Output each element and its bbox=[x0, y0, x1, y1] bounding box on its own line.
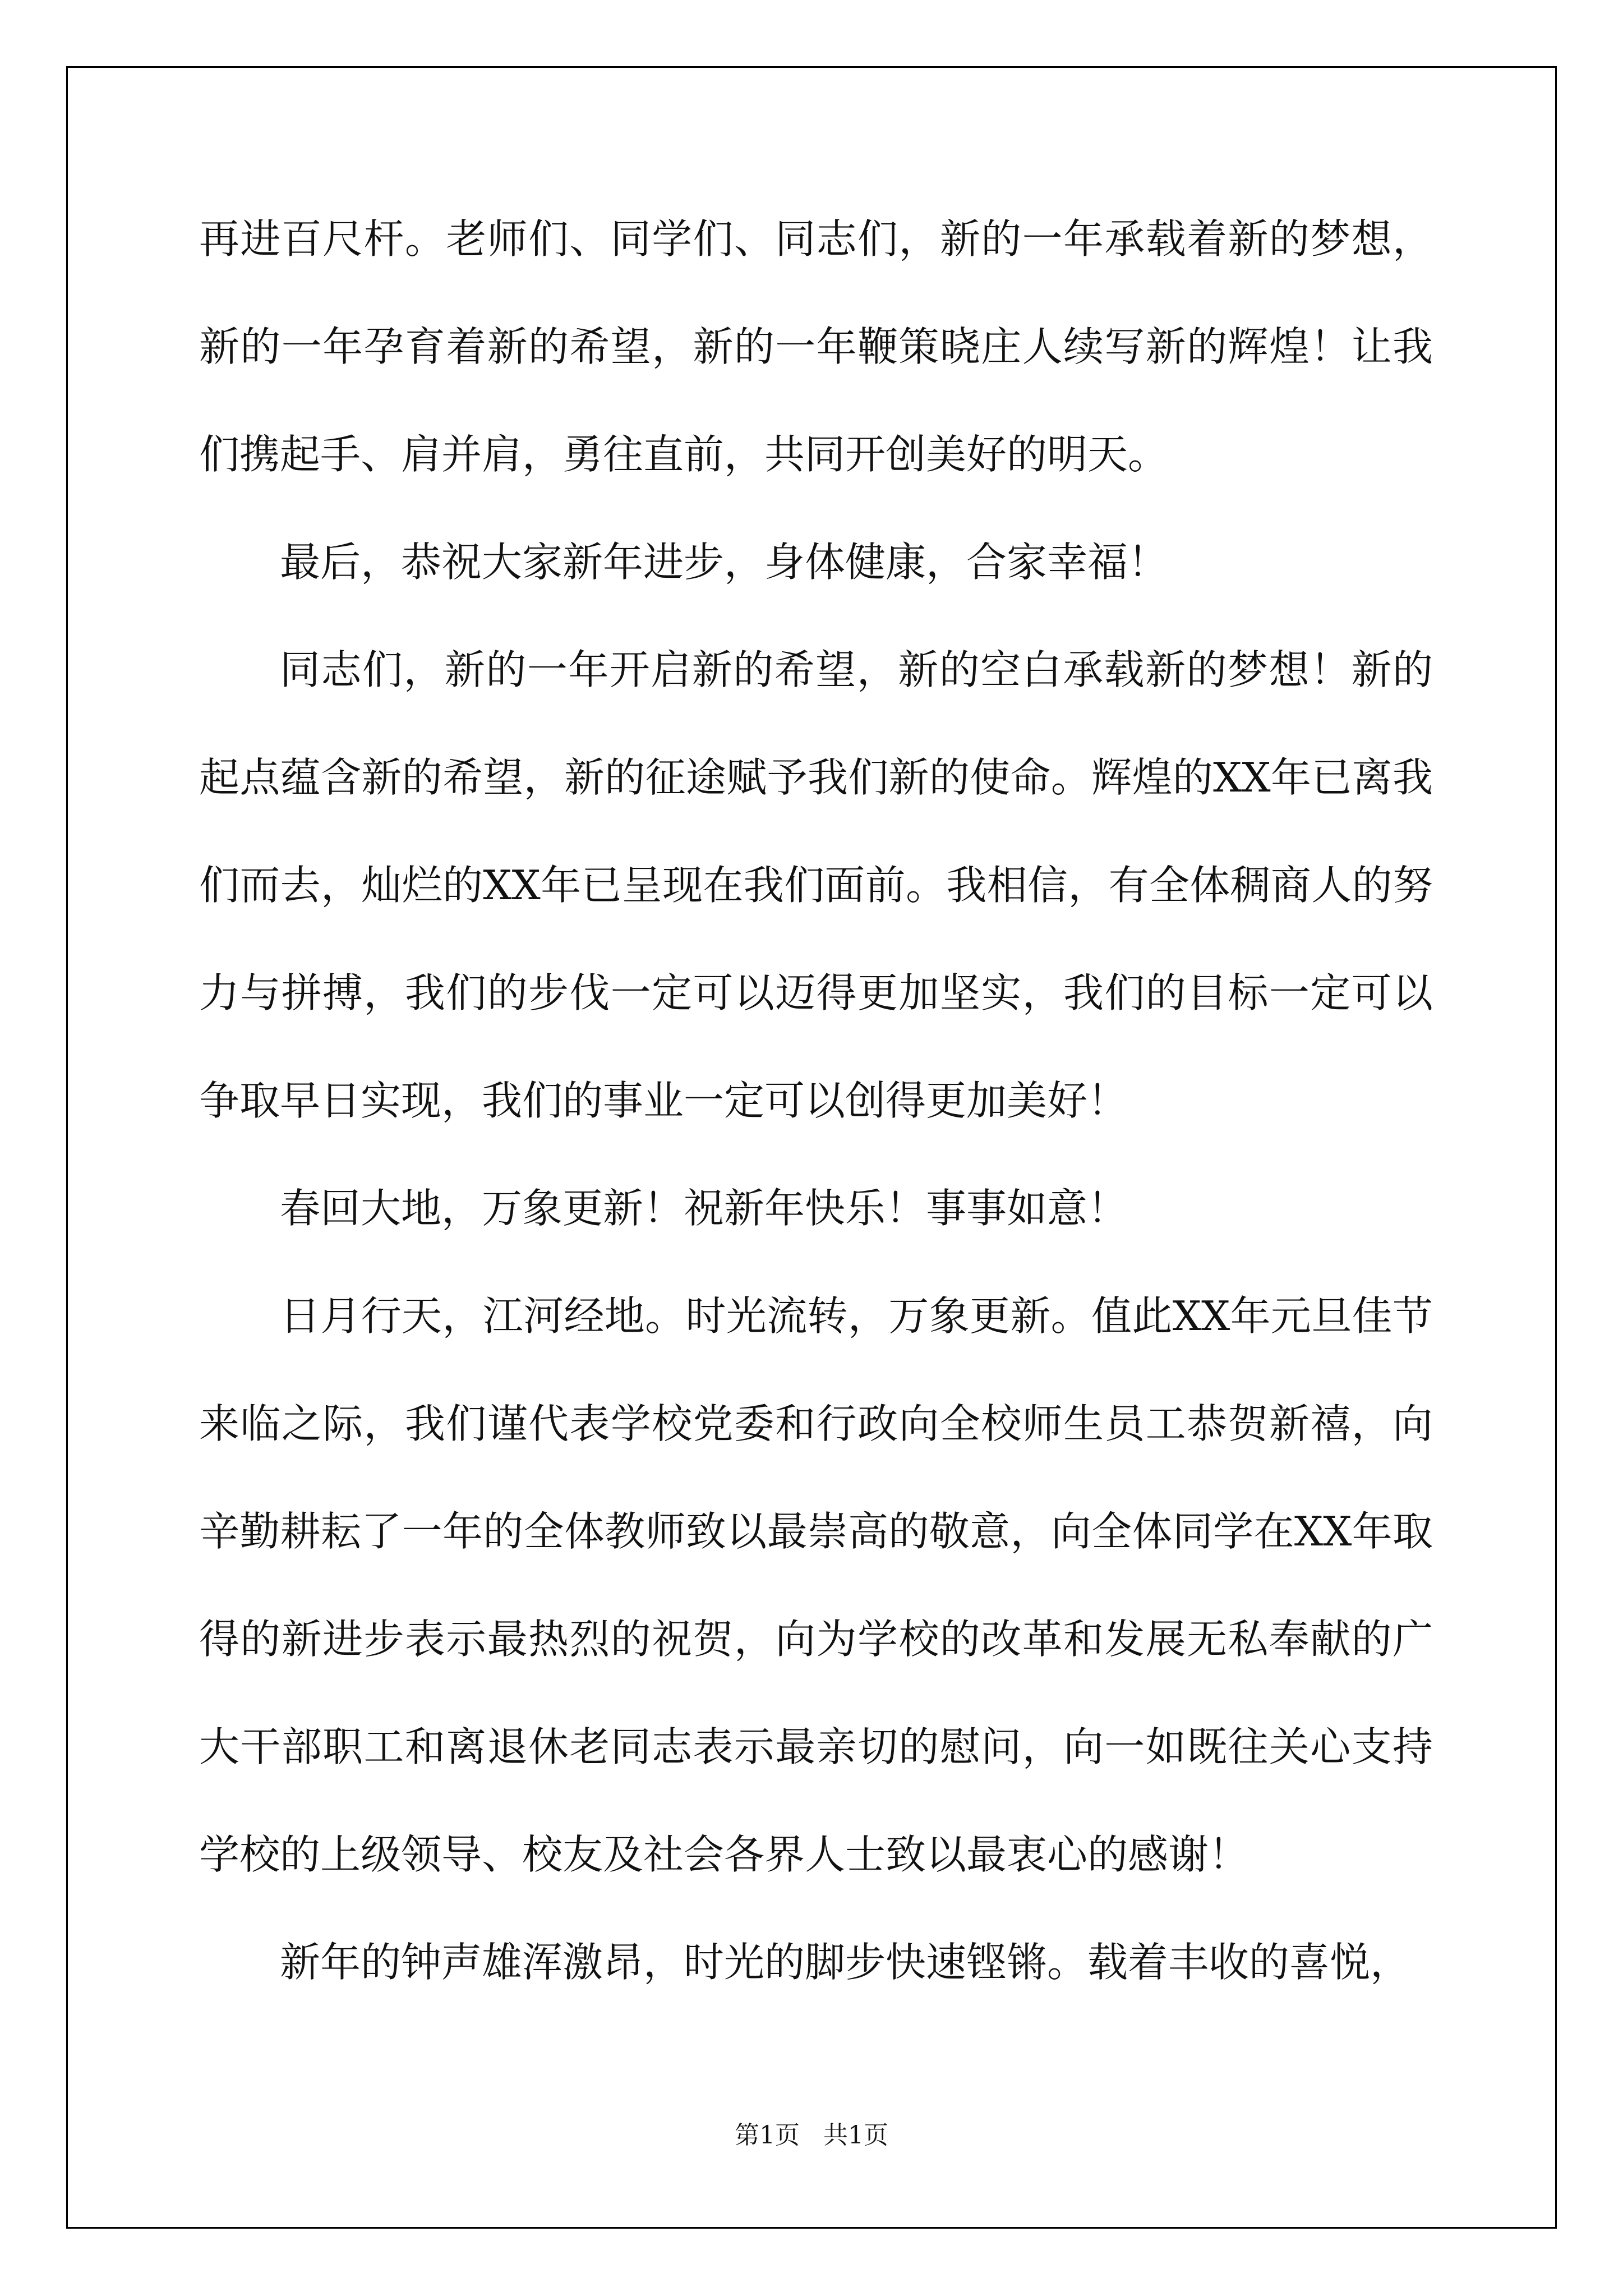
page-footer bbox=[0, 2115, 1623, 2151]
page-number-total: 共1页 bbox=[823, 2121, 888, 2150]
paragraph-2: 最后，恭祝大家新年进步，身体健康，合家幸福！ bbox=[280, 539, 1169, 586]
paragraph-3: 同志们，新的一年开启新的希望，新的空白承载新的梦想！新的起点蕴含新的希望，新的征途赋予我们新的使命。辉煌的XX年已离我们而去，灿烂的XX年已呈现在我们面前。我相信，有全体稠商人的努力与拼搏，我们的步伐一定可以迈得更加坚实，我们的目标一定可以争取早日实现，我们的事业一定可以创得更加美好！ bbox=[199, 646, 1433, 1124]
page-number-current: 第1页 bbox=[735, 2121, 800, 2150]
paragraph-6: 新年的钟声雄浑激昂，时光的脚步快速铿锵。载着丰收的喜悦， bbox=[280, 1939, 1411, 1986]
paragraph-1: 再进百尺杆。老师们、同学们、同志们，新的一年承载着新的梦想，新的一年孕育着新的希望，新的一年鞭策晓庄人续写新的辉煌！让我们携起手、肩并肩，勇往直前，共同开创美好的明天。 bbox=[199, 215, 1433, 478]
paragraph-4: 春回大地，万象更新！祝新年快乐！事事如意！ bbox=[280, 1185, 1128, 1232]
paragraph-5: 日月行天，江河经地。时光流转，万象更新。值此XX年元旦佳节来临之际，我们谨代表学校党委和行政向全校师生员工恭贺新禧，向辛勤耕耘了一年的全体教师致以最崇高的敬意，向全体同学在XX年取得的新进步表示最热烈的祝贺，向为学校的改革和发展无私奉献的广大干部职工和离退休老同志表示最亲切的慰问，向一如既往关心支持学校的上级领导、校友及社会各界人士致以最衷心的感谢！ bbox=[199, 1292, 1433, 1878]
document-body bbox=[199, 185, 1433, 2016]
